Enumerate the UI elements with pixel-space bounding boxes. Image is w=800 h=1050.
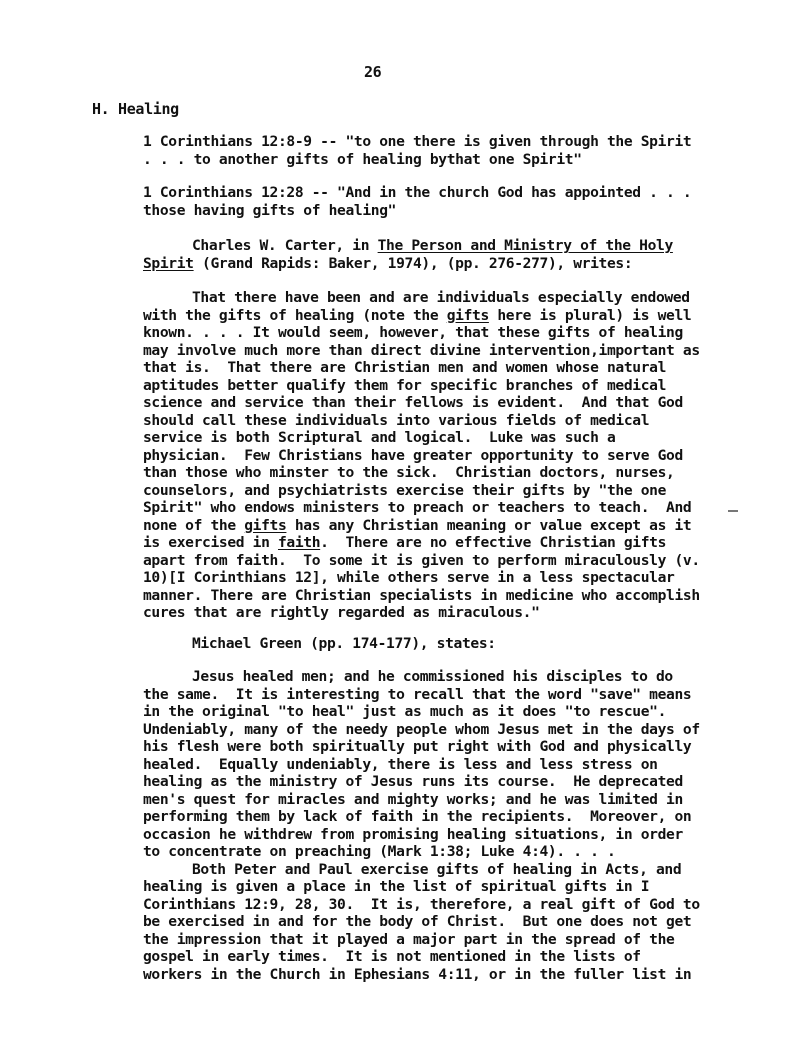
text-line: than those who minster to the sick. Christian doctors, nurses, — [143, 464, 675, 481]
emphasized-word: faith — [277, 534, 321, 551]
book-title: The Person and Ministry of the Holy — [377, 237, 673, 254]
text-line: in the original "to heal" just as much as it does "to rescue". — [143, 703, 667, 720]
text-line — [143, 255, 723, 273]
text-line: 1 Corinthians 12:28 -- "And in the church God has appointed . . . — [143, 184, 692, 201]
text-line: none of the gifts has any Christian meaning or value except as it — [143, 516, 692, 534]
scripture-reference — [143, 184, 723, 219]
text-line: be exercised in and for the body of Christ. But one does not get — [143, 913, 692, 930]
emphasized-word: gifts — [446, 306, 489, 324]
text-line: with the gifts of healing (note the gifts here is plural) is well — [143, 306, 692, 324]
text-line: 1 Corinthians 12:8-9 -- "to one there is given through the Spirit — [143, 133, 692, 150]
text-line: the impression that it played a major part in the spread of the — [143, 930, 675, 948]
text-line: cures that are rightly regarded as miraculous." — [143, 604, 540, 621]
text-line: Spirit" who endows ministers to preach or teachers to teach. And — [143, 499, 692, 516]
text-line: Both Peter and Paul exercise gifts of healing in Acts, and — [192, 860, 682, 878]
text-line: counselors, and psychiatrists exercise their gifts by "the one — [143, 481, 667, 499]
text-line: Corinthians 12:9, 28, 30. It is, therefore, a real gift of God to — [143, 895, 700, 913]
text-line — [143, 237, 723, 255]
text-line: is exercised in faith. There are no effective Christian gifts — [143, 534, 667, 551]
scripture-reference — [143, 133, 723, 168]
emphasized-word: gifts — [244, 516, 287, 534]
text-line: service is both Scriptural and logical. Luke was such a — [143, 429, 616, 446]
text-line: his flesh were both spiritually put right with God and physically — [143, 738, 692, 755]
text-line: Jesus healed men; and he commissioned his disciples to do — [192, 668, 673, 685]
text-line: occasion he withdrew from promising healing situations, in order — [143, 825, 683, 843]
section-heading: H. Healing — [92, 100, 179, 118]
text-line: performing them by lack of faith in the recipients. Moreover, on — [143, 808, 692, 825]
citation-details: (Grand Rapids: Baker, 1974), (pp. 276-277), writes: — [193, 254, 633, 272]
text-line: That there have been and are individuals especially endowed — [192, 289, 690, 306]
green-quote — [143, 668, 723, 983]
text-line: Michael Green (pp. 174-177), states: — [192, 635, 496, 652]
text-line: physician. Few Christians have greater opportunity to serve God — [143, 446, 683, 464]
green-citation — [143, 635, 723, 653]
text-line: that is. That there are Christian men and women whose natural — [143, 359, 667, 376]
text-line: manner. There are Christian specialists in medicine who accomplish — [143, 586, 700, 604]
text-line: men's quest for miracles and mighty works; and he was limited in — [143, 790, 683, 808]
text-line: may involve much more than direct divine intervention,important as — [143, 341, 700, 359]
text-line: apart from faith. To some it is given to perform miraculously (v. — [143, 551, 700, 569]
text-line: . . . to another gifts of healing bythat one Spirit" — [143, 150, 582, 168]
text-line: healed. Equally undeniably, there is less and less stress on — [143, 755, 658, 773]
text-line: aptitudes better qualify them for specific branches of medical — [143, 376, 667, 394]
text-line: the same. It is interesting to recall that the word "save" means — [143, 685, 692, 703]
text-line: should call these individuals into various fields of medical — [143, 411, 650, 429]
text-line: workers in the Church in Ephesians 4:11, or in the fuller list in — [143, 965, 692, 983]
text-line: those having gifts of healing" — [143, 201, 397, 219]
page-number: 26 — [364, 63, 382, 81]
text-line: science and service than their fellows is evident. And that God — [143, 394, 683, 411]
carter-citation — [143, 237, 723, 272]
scan-artifact-mark — [728, 510, 738, 512]
text-line: healing as the ministry of Jesus runs its course. He deprecated — [143, 773, 683, 790]
text-line: healing is given a place in the list of spiritual gifts in I — [143, 878, 650, 895]
text-line: Undeniably, many of the needy people whom Jesus met in the days of — [143, 720, 700, 738]
text-line: to concentrate on preaching (Mark 1:38; Luke 4:4). . . . — [143, 843, 616, 860]
text-line: 10)[I Corinthians 12], while others serve in a less spectacular — [143, 569, 675, 586]
carter-quote — [143, 289, 723, 622]
citation-author: Charles W. Carter, in — [192, 237, 378, 254]
book-title: Spirit — [143, 254, 194, 272]
text-line: gospel in early times. It is not mentioned in the lists of — [143, 948, 641, 965]
text-line: known. . . . It would seem, however, that these gifts of healing — [143, 324, 683, 341]
